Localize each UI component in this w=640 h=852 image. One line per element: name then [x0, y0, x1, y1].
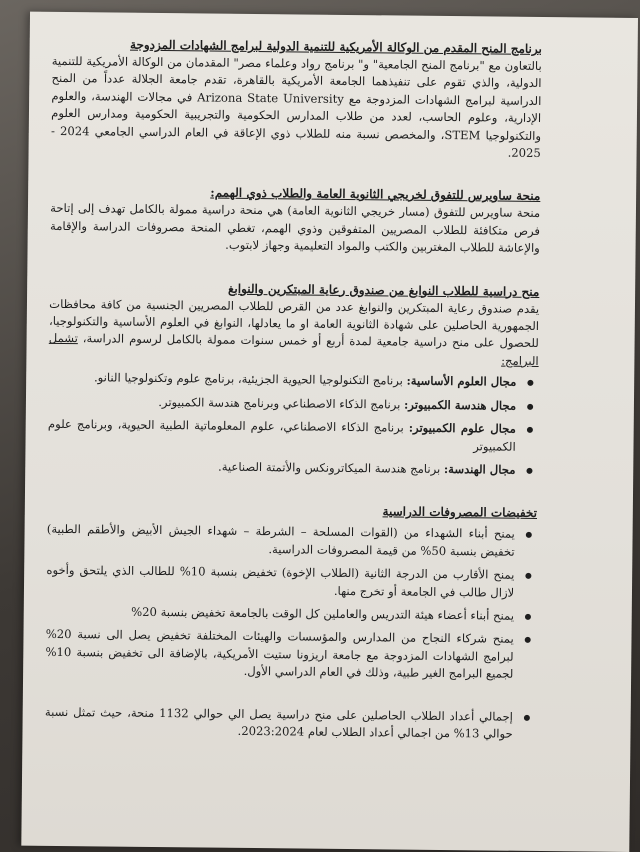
list-item: يمنح أبناء الشهداء من (القوات المسلحة – الشرطة – شهداء الجيش الأبيض والأطقم الطبية) تخفيض بنسبة 50% من قيمة المصروفات الدراسية. — [47, 521, 515, 561]
heading-sawiris-scholarship: منحة ساويرس للتفوق لخريجي الثانوية العامة والطلاب ذوي الهمم: — [210, 185, 541, 204]
discount-list — [45, 521, 537, 683]
paragraph-nawabegh-programs-intro: تشمل البرامج: — [48, 331, 539, 368]
list-item: يمنح أبناء أعضاء هيئة التدريس والعاملين كل الوقت بالجامعة تخفيض بنسبة 20% — [46, 603, 514, 625]
list-item — [48, 416, 516, 456]
program-field-text: برنامج الذكاء الاصطناعي، علوم المعلوماتية الطبية الحيوية، وبرنامج علوم الكمبيوتر — [47, 416, 516, 454]
program-field-text: برنامج الذكاء الاصطناعي وبرنامج هندسة الكمبيوتر. — [158, 394, 401, 412]
program-field-text: برنامج هندسة الميكاترونكس والأتمتة الصناعية. — [217, 459, 441, 476]
list-item: يمنح الأقارب من الدرجة الثانية (الطلاب الإخوة) تخفيض بنسبة 10% للطالب الذي يلتحق وأخوه لازال طالب في الجامعة أو تخرج منها. — [46, 562, 514, 602]
program-field-label: مجال هندسة الكمبيوتر: — [403, 397, 517, 413]
paragraph-nawabegh-main: يقدم صندوق رعاية المبتكرين والنوابغ عدد من القرص للطلاب المصريين الجنسية من كافة محافظات الجمهورية الحاصلين على شهادة الثانوية العامة او ما يعادلها، النوابغ في العلوم الأساسية والتكنولوجيا، للحصول على منح دراسية جامعية لمدة أربع أو خمس سنوات ممولة بالكامل لرسوم الدراسة، — [48, 296, 540, 351]
list-item: يمنح شركاء النجاح من المدارس والمؤسسات والهيئات المختلفة تخفيض يصل الى نسبة 20% لبرامج الشهادات المزدوجة مع جامعة اريزونا ستيت الأمريكية، بالإضافة الى تخفيض بنسبة 10% لجميع البرامج الغير طبية، وذلك في العام الدراسي الأول. — [45, 626, 514, 683]
heading-nawabegh-scholarships: منح دراسية للطلاب النوابغ من صندوق رعاية المبتكرين والنوابغ — [227, 281, 540, 299]
document-body — [44, 35, 542, 768]
program-field-label: مجال العلوم الأساسية: — [406, 373, 517, 390]
section-nawabegh-scholarships — [47, 278, 539, 480]
list-item — [47, 457, 515, 479]
section-tuition-discounts — [45, 499, 537, 683]
program-list — [47, 369, 538, 479]
paragraph-nawabegh-scholarships — [49, 296, 540, 371]
heading-usaid-grants: برنامج المنح المقدم من الوكالة الأمريكية للتنمية الدولية لبرامج الشهادات المزدوجة — [129, 37, 542, 56]
heading-tuition-discounts: تخفيضات المصروفات الدراسية — [382, 504, 538, 521]
total-list — [45, 703, 535, 743]
list-item-total-grants: إجمالي أعداد الطلاب الحاصلين على منح دراسية يصل الي حوالي 1132 منحة، حيث تمثل نسبة حوالي 13% من اجمالي أعداد الطلاب لعام 2023:2024. — [45, 703, 513, 743]
program-field-label: مجال الهندسة: — [443, 461, 516, 477]
section-usaid-grants — [51, 35, 542, 163]
list-item — [48, 369, 516, 391]
paragraph-sawiris-scholarship: منحة ساويرس للتفوق (مسار خريجي الثانوية العامة) هي منحة دراسية ممولة بالكامل تهدف إلى إتاحة فرص متكافئة للطلاب المصريين المتفوقين وذوي الهمم، تغطي المنحة مصروفات الدراسة والإقامة والإعاشة للطلاب المغتربين والكتب والمواد التعليمية وجهاز لابتوب. — [49, 201, 541, 256]
paragraph-usaid-grants: بالتعاون مع "برنامج المنح الجامعية" و" برنامج رواد وعلماء مصر" المقدمان من الوكالة الأمريكية للتنمية الدولية، والذي تقوم على تنفيذهما الجامعة الأمريكية بالقاهرة، تقدم جامعة الجلالة عدداً من المنح الدراسية لبرامج الشهادات المزدوجة مع Arizona State University في مجالات الهندسة، والعلوم الإدارية، وعلوم الحاسب، لعدد من طلاب المدارس الحكومية والتجريبية الحكومية ومدارس العلوم والتكنولوجيا STEM، والمخصص نسبة منه للطلاب ذوي الإعاقة في العام الدراسي الجامعي 2024 - 2025. — [50, 53, 542, 161]
program-field-label: مجال علوم الكمبيوتر: — [408, 420, 516, 436]
section-sawiris-scholarship — [50, 182, 541, 257]
program-field-text: برنامج التكنولوجيا الحيوية الجزيئية، برنامج علوم وتكنولوجيا النانو. — [93, 370, 403, 388]
section-total-grants — [45, 703, 535, 743]
list-item — [48, 393, 516, 415]
